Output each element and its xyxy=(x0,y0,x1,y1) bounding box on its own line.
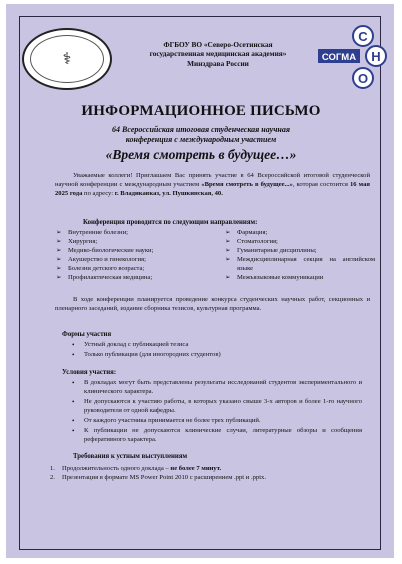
list-item-text: От каждого участника принимается не более трех публикаций. xyxy=(84,416,261,424)
list-item xyxy=(72,398,362,416)
direction-item xyxy=(225,255,375,273)
arrow-bullet-icon: ➢ xyxy=(225,238,231,246)
conditions-heading: Условия участия: xyxy=(62,369,117,376)
list-item xyxy=(50,464,370,473)
direction-label: Стоматология; xyxy=(237,238,278,246)
direction-label: Профилактическая медицина; xyxy=(68,274,153,282)
letter-title: ИНФОРМАЦИОННОЕ ПИСЬМО xyxy=(81,103,321,119)
intro-text-a: Уважаемые коллеги! Приглашаем Вас принять участие в 64 Всероссийской итоговой студенческой научной конференции с международным участием xyxy=(55,172,370,188)
directions-left-list xyxy=(56,228,216,283)
arrow-bullet-icon: ➢ xyxy=(225,274,231,282)
direction-label: Междисциплинарная секция на английском языке xyxy=(237,256,375,273)
list-item-text: Только публикация (для иногородних студентов) xyxy=(84,351,221,359)
arrow-bullet-icon: ➢ xyxy=(56,265,62,273)
intro-address: г. Владикавказ, ул. Пушкинская, 40. xyxy=(114,189,223,197)
conference-name: «Время смотреть в будущее…» xyxy=(105,147,297,162)
list-item xyxy=(72,351,362,360)
direction-item xyxy=(56,255,216,264)
bullet-icon: • xyxy=(72,341,75,349)
list-item-text: Не допускаются к участию работы, в которых указано свыше 3-х авторов и более 1-го научного руководителя от одной кафедры. xyxy=(84,397,362,414)
list-item xyxy=(72,379,362,397)
arrow-bullet-icon: ➢ xyxy=(225,256,231,264)
bullet-icon: • xyxy=(72,416,75,425)
forms-heading: Формы участия xyxy=(62,331,112,338)
subtitle-line-2: конференция с международным участием xyxy=(125,135,277,145)
arrow-bullet-icon: ➢ xyxy=(225,229,231,236)
direction-item xyxy=(56,237,216,246)
forms-list xyxy=(72,341,362,362)
list-item-text: К публикации не допускаются клинические случаи, литературные обзоры и сообщения реферативного характера. xyxy=(84,427,362,443)
intro-text-e: по адресу: xyxy=(82,189,115,197)
intro-paragraph xyxy=(55,172,370,199)
arrow-bullet-icon: ➢ xyxy=(225,247,231,255)
list-item-text: Продолжительность одного доклада – xyxy=(62,465,171,472)
plans-paragraph: В ходе конференции планируется проведение конкурса студенческих научных работ, секционных и пленарного заседаний, издание сборника тезисов, культурная программа. xyxy=(55,296,370,312)
direction-item xyxy=(56,273,216,282)
list-item-text: В докладах могут быть представлены результаты исследований студентов экспериментального и клинического характера. xyxy=(84,379,362,395)
direction-item xyxy=(225,228,375,237)
seal-emblem-icon: ⚕ xyxy=(30,35,104,83)
institution-line-1: ФГБОУ ВО «Северо-Осетинская xyxy=(163,40,273,49)
list-item-text: Устный доклад с публикацией тезиса xyxy=(84,341,189,348)
directions-heading: Конференция проводится по следующим направлениям: xyxy=(83,219,258,226)
direction-item xyxy=(56,228,216,237)
item-number: 2. xyxy=(50,474,55,482)
list-item xyxy=(72,341,362,350)
arrow-bullet-icon: ➢ xyxy=(56,229,62,236)
direction-item xyxy=(225,273,375,282)
direction-label: Медико-биологические науки; xyxy=(68,247,154,255)
bullet-icon: • xyxy=(72,351,75,360)
logo-letter-s: С xyxy=(358,29,368,44)
conference-subtitle xyxy=(0,125,402,146)
direction-label: Гуманитарные дисциплины; xyxy=(237,247,317,255)
arrow-bullet-icon: ➢ xyxy=(56,247,62,255)
direction-label: Внутренние болезни; xyxy=(68,229,128,236)
direction-item xyxy=(225,237,375,246)
arrow-bullet-icon: ➢ xyxy=(56,256,62,264)
oral-requirements-heading: Требования к устным выступлениям xyxy=(73,453,188,460)
institution-line-3: Минздрава России xyxy=(187,58,249,68)
direction-item xyxy=(56,246,216,255)
list-item-emphasis: не более 7 минут. xyxy=(170,465,222,472)
intro-date: 16 мая 2025 года xyxy=(55,180,370,197)
direction-item xyxy=(56,264,216,273)
direction-label: Болезни детского возраста; xyxy=(68,265,145,273)
oral-requirements-list xyxy=(50,464,370,482)
sno-logo xyxy=(318,22,388,92)
logo-sogma-text: СОГМА xyxy=(321,52,357,63)
bullet-icon: • xyxy=(72,427,75,435)
list-item xyxy=(72,427,362,445)
list-item-text: Презентация в формате MS Power Point 2010 с расширением .ppt и .pptx. xyxy=(62,474,266,482)
intro-conference-name: «Время смотреть в будущее...» xyxy=(201,180,293,188)
institution-header xyxy=(118,40,318,68)
arrow-bullet-icon: ➢ xyxy=(56,238,62,246)
subtitle-line-1: 64 Всероссийская итоговая студенческая научная xyxy=(112,125,290,134)
bullet-icon: • xyxy=(72,379,75,387)
institution-line-2: государственная медицинская академия» xyxy=(149,49,287,59)
conditions-list xyxy=(72,379,362,446)
direction-label: Фармация; xyxy=(237,229,268,236)
arrow-bullet-icon: ➢ xyxy=(56,274,62,282)
direction-item xyxy=(225,246,375,255)
direction-label: Межъязыковые коммуникации xyxy=(237,274,324,282)
list-item xyxy=(72,417,362,426)
academy-seal-logo xyxy=(22,28,112,90)
directions-right-list xyxy=(225,228,375,283)
logo-letter-o: О xyxy=(357,71,369,86)
direction-label: Хирургия; xyxy=(68,238,98,246)
list-item xyxy=(50,473,370,482)
item-number: 1. xyxy=(50,465,55,472)
direction-label: Акушерство и гинекология; xyxy=(68,256,146,264)
intro-text-c: , которая состоится xyxy=(292,180,350,188)
logo-letter-n: Н xyxy=(371,49,381,64)
bullet-icon: • xyxy=(72,397,75,406)
